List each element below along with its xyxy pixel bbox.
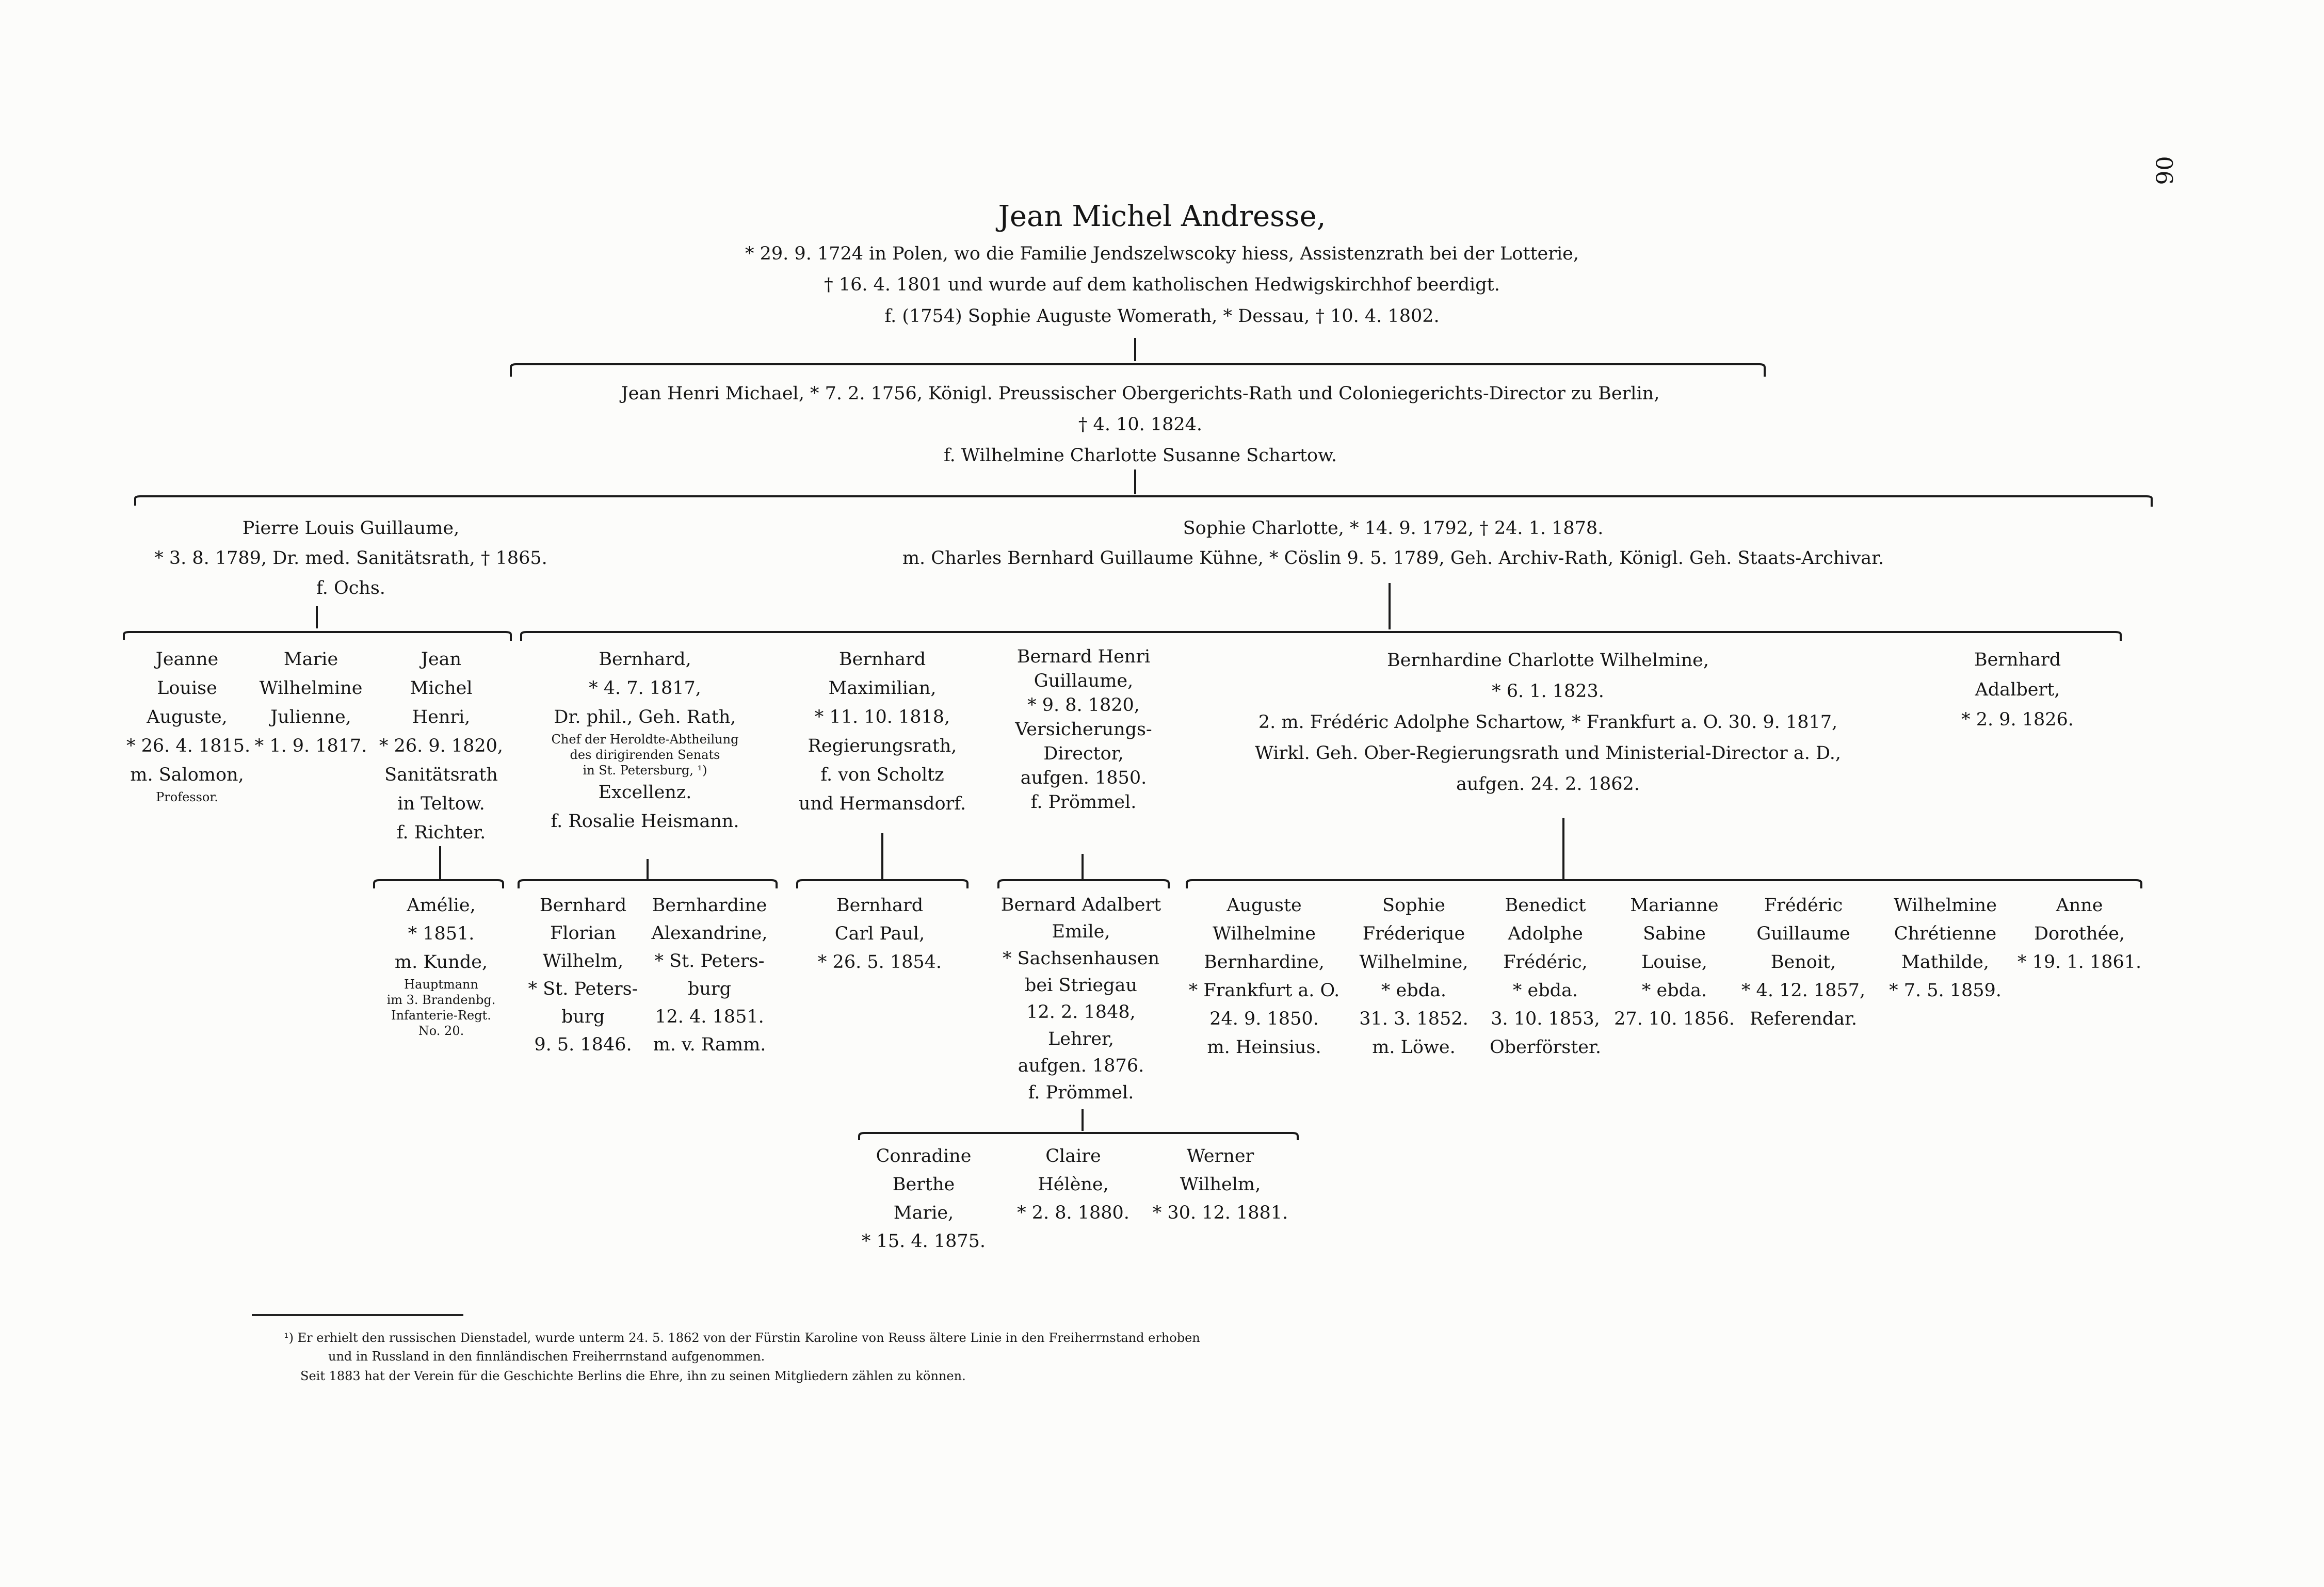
bracket-bernhard	[519, 859, 777, 888]
jeanne-louise-auguste: Jeanne Louise Auguste, * 26. 4. 1815. m. Salomon, Professor.	[126, 649, 251, 804]
wilhelmine-chretienne-mathilde: Wilhelmine Chrétienne Mathilde, * 7. 5. 1859.	[1889, 895, 2002, 1001]
benedict-adolphe-frederic: Benedict Adolphe Frédéric, * ebda. 3. 10. 1853, Oberförster.	[1489, 895, 1602, 1058]
footnote-line-3: Seit 1883 hat der Verein für die Geschichte Berlins die Ehre, ihn zu seinen Mitgliedern zählen zu können.	[300, 1369, 966, 1383]
bracket-root	[511, 338, 1765, 377]
pierre-louis-guillaume: Pierre Louis Guillaume, * 3. 8. 1789, Dr. med. Sanitätsrath, † 1865. f. Ochs.	[154, 518, 547, 598]
sophie-charlotte: Sophie Charlotte, * 14. 9. 1792, † 24. 1. 1878. m. Charles Bernhard Guillaume Kühne, * Cöslin 9. 5. 1789, Geh. Archiv-Rath, Königl. Geh. Staats-Archivar.	[902, 518, 1884, 569]
bracket-gen2	[135, 469, 2152, 507]
marianne-sabine-louise: Marianne Sabine Louise, * ebda. 27. 10. 1856.	[1614, 895, 1735, 1029]
sophie-frederique-wilhelmine: Sophie Fréderique Wilhelmine, * ebda. 31. 3. 1852. m. Löwe.	[1359, 895, 1468, 1058]
footnote-line-1: ¹) Er erhielt den russischen Dienstadel, wurde unterm 24. 5. 1862 von der Fürstin Karoline von Reuss ältere Linie in den Freiherrnstand erhoben	[284, 1331, 1200, 1345]
bernard-henri-guillaume: Bernard Henri Guillaume, * 9. 8. 1820, Versicherungs- Director, aufgen. 1850. f. Prömmel.	[1015, 646, 1152, 813]
bracket-bernhardine	[1187, 818, 2141, 888]
anne-dorothee: Anne Dorothée, * 19. 1. 1861.	[2018, 895, 2142, 973]
bracket-adalbert-emile	[859, 1109, 1298, 1140]
bernhard-maximilian: Bernhard Maximilian, * 11. 10. 1818, Regierungsrath, f. von Scholtz und Hermansdorf.	[798, 649, 966, 814]
root-line-1: * 29. 9. 1724 in Polen, wo die Familie Jendszelwscoky hiess, Assistenzrath bei der Lotterie,	[745, 244, 1579, 264]
bracket-bernard-henri	[998, 854, 1169, 888]
bracket-maximilian	[797, 833, 967, 888]
claire-helene: Claire Hélène, * 2. 8. 1880.	[1017, 1146, 1129, 1223]
bernhard-1817: Bernhard, * 4. 7. 1817, Dr. phil., Geh. Rath, Chef der Heroldte-Abtheilung des dirigirenden Senats in St. Petersburg, ¹) Excellenz. f. Rosalie Heismann.	[551, 649, 739, 832]
bracket-sophie	[521, 583, 2121, 641]
bernhardine-alexandrine: Bernhardine Alexandrine, * St. Peters- burg 12. 4. 1851. m. v. Ramm.	[651, 895, 768, 1055]
gen2-line-1: Jean Henri Michael, * 7. 2. 1756, Königl. Preussischer Obergerichts-Rath und Coloniegerichts-Director zu Berlin,	[621, 383, 1660, 404]
bernhard-florian-wilhelm: Bernhard Florian Wilhelm, * St. Peters- burg 9. 5. 1846.	[528, 895, 638, 1055]
root-name: Jean Michel Andresse,	[998, 200, 1326, 233]
frederic-guillaume-benoit: Frédéric Guillaume Benoit, * 4. 12. 1857, Referendar.	[1741, 895, 1866, 1029]
bernhard-carl-paul: Bernhard Carl Paul, * 26. 5. 1854.	[817, 895, 942, 973]
marie-wilhelmine-julienne: Marie Wilhelmine Julienne, * 1. 9. 1817.	[254, 649, 367, 756]
root-line-2: † 16. 4. 1801 und wurde auf dem katholischen Hedwigskirchhof beerdigt.	[824, 274, 1500, 295]
bernhardine-charlotte-wilhelmine: Bernhardine Charlotte Wilhelmine, * 6. 1. 1823. 2. m. Frédéric Adolphe Schartow, * Frankfurt a. O. 30. 9. 1817, Wirkl. Geh. Ober-Regierungsrath und Ministerial-Director a. D., aufgen. 24. 2. 1862.	[1254, 650, 1842, 795]
bernhard-adalbert: Bernhard Adalbert, * 2. 9. 1826.	[1961, 650, 2074, 730]
auguste-wilhelmine-bernhardine: Auguste Wilhelmine Bernhardine, * Frankfurt a. O. 24. 9. 1850. m. Heinsius.	[1188, 895, 1340, 1058]
jean-michel-henri: Jean Michel Henri, * 26. 9. 1820, Sanitätsrath in Teltow. f. Richter.	[379, 649, 504, 843]
gen2-line-3: f. Wilhelmine Charlotte Susanne Schartow.	[943, 445, 1337, 466]
root-line-3: f. (1754) Sophie Auguste Womerath, * Dessau, † 10. 4. 1802.	[884, 306, 1440, 327]
bernard-adalbert-emile: Bernard Adalbert Emile, * Sachsenhausen bei Striegau 12. 2. 1848, Lehrer, aufgen. 1876. f. Prömmel.	[1000, 895, 1161, 1103]
page-number: 06	[2150, 156, 2177, 185]
footnote-line-2: und in Russland in den finnländischen Freiherrnstand aufgenommen.	[328, 1349, 765, 1364]
conradine-berthe-marie: Conradine Berthe Marie, * 15. 4. 1875.	[861, 1146, 986, 1252]
amelie: Amélie, * 1851. m. Kunde, Hauptmann im 3. Brandenbg. Infanterie-Regt. No. 20.	[386, 895, 496, 1038]
gen2-line-2: † 4. 10. 1824.	[1078, 414, 1203, 435]
footnote-rule	[252, 1314, 463, 1316]
bracket-pierre	[124, 606, 511, 641]
werner-wilhelm: Werner Wilhelm, * 30. 12. 1881.	[1152, 1146, 1288, 1223]
bracket-jean	[374, 846, 503, 888]
